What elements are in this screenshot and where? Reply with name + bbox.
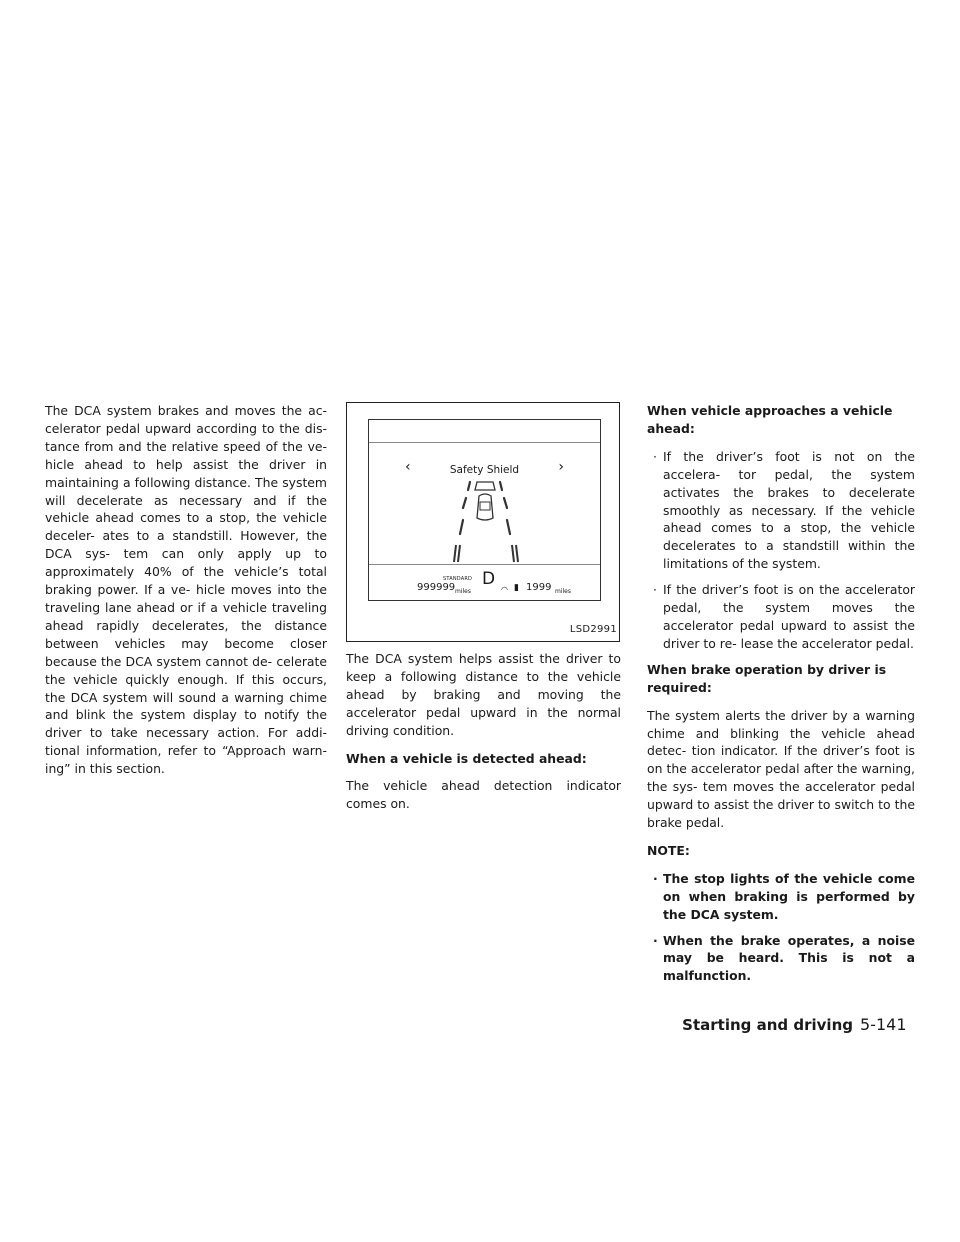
bullet-icon: · — [653, 870, 658, 886]
chevron-left-icon: ‹ — [405, 459, 411, 475]
list-item-text: If the driver’s foot is not on the accelera- tor pedal, the system activates the brakes to decelerate smoothly as necessary. If the vehicle ahead comes to a stop, the vehicle decelerates to a standstill within the limitations of the system. — [663, 448, 915, 572]
vehicle-ahead-icon — [475, 482, 495, 490]
bullet-icon: · — [653, 448, 657, 464]
cruise-gauge-icon: ◠ — [501, 585, 508, 594]
odometer-value: 999999 — [417, 582, 456, 593]
safety-shield-figure — [346, 402, 620, 642]
note-item — [647, 932, 915, 986]
gear-indicator: D — [482, 569, 496, 589]
odometer-unit: miles — [455, 588, 471, 595]
list-item-text: If the driver’s foot is on the accelerator pedal, the system moves the accelerator pedal upward to assist the driver to re- lease the accelerator pedal. — [663, 582, 915, 651]
screen-bottom-divider — [369, 564, 600, 565]
brake-required-body: The system alerts the driver by a warning chime and blinking the vehicle ahead detec- tion indicator. If the driver’s foot is on the accelerator pedal after the warning, the sys- tem moves the accelerator pedal upward to assist the driver to switch to the brake pedal. — [647, 707, 915, 831]
note-item — [647, 870, 915, 924]
bullet-icon: · — [653, 582, 657, 598]
fuel-pump-icon: ▮ — [514, 583, 519, 593]
range-value: 1999 — [526, 582, 552, 593]
own-car-icon — [477, 494, 493, 520]
section-title: Starting and driving — [682, 1016, 853, 1034]
drive-mode-label: STANDARD — [443, 576, 473, 582]
middle-column — [346, 402, 621, 823]
dca-description-paragraph: The DCA system brakes and moves the ac- celerator pedal upward according to the dis- tance from and the relative speed of the ve- hicle ahead to help assist the driver in maintaining a following distance. The system will decelerate as necessary and if the vehicle ahead comes to a stop, the vehicle deceler- ates to a standstill. However, the DCA sys- tem can only apply up to approximately 40% of the vehicle’s total braking power. If a ve- hicle moves into the traveling lane ahead or if a vehicle traveling ahead rapidly decelerates, the distance between vehicles may become closer because the DCA system cannot de- celerate the vehicle quickly enough. If this occurs, the DCA system will sound a warning chime and blink the system display to notify the driver to take necessary action. For addi- tional information, refer to “Approach warn- ing” in this section. — [45, 403, 327, 777]
list-item — [647, 581, 915, 653]
note-text: The stop lights of the vehicle come on when braking is performed by the DCA system. — [663, 870, 915, 922]
vehicle-detected-body: The vehicle ahead detection indicator comes on. — [346, 778, 621, 812]
lane-lines — [454, 545, 518, 562]
safety-shield-title: Safety Shield — [449, 464, 520, 476]
note-heading: NOTE: — [647, 842, 690, 858]
bullet-icon: · — [653, 932, 658, 948]
left-column — [45, 402, 327, 788]
right-column — [647, 402, 915, 993]
range-unit: miles — [555, 588, 571, 595]
approach-heading: When vehicle approaches a vehicle ahead: — [647, 403, 893, 436]
list-item — [647, 448, 915, 573]
note-text: When the brake operates, a noise may be heard. This is not a malfunction. — [663, 932, 915, 984]
dca-intro-paragraph: The DCA system helps assist the driver to keep a following distance to the vehicle ahead by braking and moving the accelerator pedal upward in the normal driving condition. — [346, 651, 621, 738]
page-number: 5-141 — [860, 1015, 907, 1034]
display-screen — [368, 419, 601, 601]
chevron-right-icon: › — [558, 459, 564, 475]
figure-code: LSD2991 — [569, 624, 617, 636]
brake-required-heading: When brake operation by driver is required: — [647, 661, 887, 695]
vehicle-detected-heading: When a vehicle is detected ahead: — [346, 750, 587, 766]
